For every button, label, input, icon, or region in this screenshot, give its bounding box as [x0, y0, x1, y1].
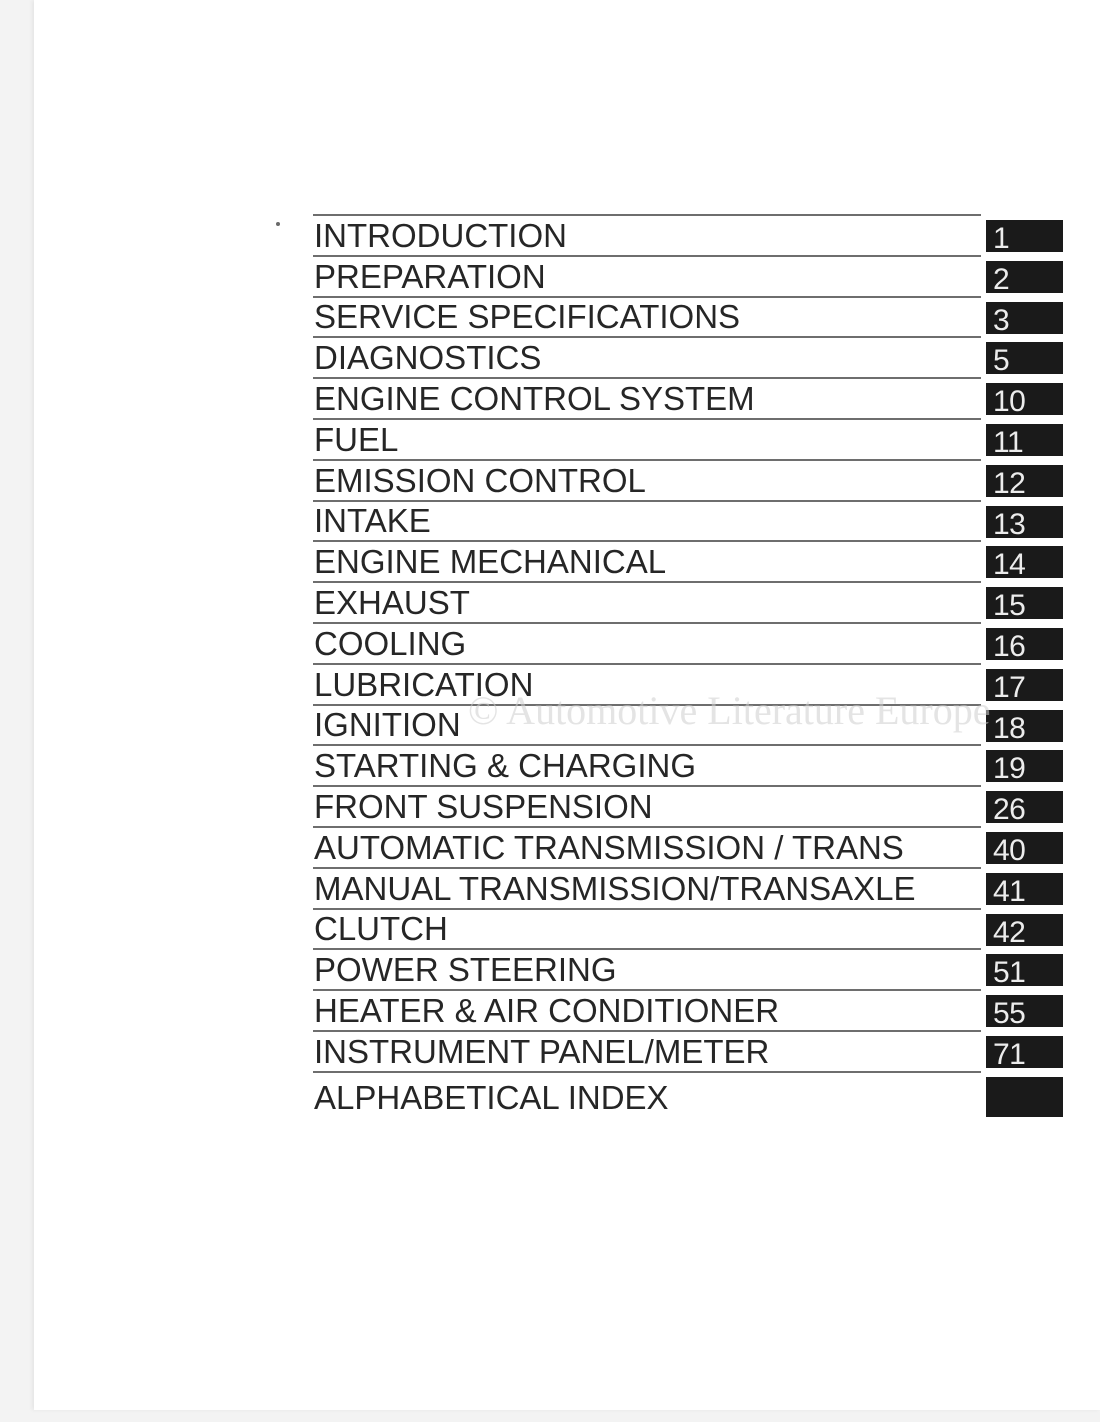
section-tab[interactable] [986, 424, 1063, 459]
toc-title-cell [313, 540, 981, 581]
section-number: 11 [993, 425, 1024, 459]
section-tab[interactable] [986, 465, 1063, 500]
section-tab[interactable] [986, 914, 1063, 949]
section-number: 42 [993, 915, 1026, 949]
section-title: EMISSION CONTROL [314, 461, 646, 499]
section-number: 3 [993, 303, 1010, 337]
toc-title-cell [313, 744, 981, 785]
section-number: 2 [993, 262, 1010, 296]
section-number: 26 [993, 793, 1026, 827]
toc-title-cell [313, 581, 981, 622]
toc-row[interactable] [311, 296, 1063, 337]
section-title: AUTOMATIC TRANSMISSION / TRANS [314, 828, 904, 866]
toc-title-cell [313, 214, 981, 255]
section-title: FRONT SUSPENSION [314, 787, 653, 825]
toc-row[interactable] [311, 744, 1063, 785]
section-tab[interactable] [986, 750, 1063, 786]
section-number: 1 [993, 222, 1010, 255]
toc-title-cell [313, 418, 981, 459]
section-number: 5 [993, 344, 1010, 378]
section-tab[interactable] [986, 546, 1063, 582]
section-number: 40 [993, 833, 1026, 867]
toc-row[interactable] [311, 1030, 1063, 1071]
section-tab[interactable] [986, 669, 1063, 704]
section-title: INSTRUMENT PANEL/METER [314, 1032, 770, 1070]
section-title: ENGINE CONTROL SYSTEM [314, 379, 755, 417]
section-title: PREPARATION [314, 257, 546, 295]
section-title: MANUAL TRANSMISSION/TRANSAXLE [314, 869, 916, 907]
toc-row[interactable] [311, 377, 1063, 418]
section-number: 71 [993, 1037, 1026, 1071]
section-title: SERVICE SPECIFICATIONS [314, 298, 741, 336]
toc-title-cell [313, 663, 981, 704]
toc-title-cell [313, 622, 981, 663]
toc-title-cell [313, 459, 981, 500]
section-number: 12 [993, 466, 1026, 500]
toc-title-cell [313, 377, 981, 418]
section-tab[interactable] [986, 302, 1063, 337]
watermark: © Automotive Literature Europe [468, 688, 991, 733]
page-speck [276, 222, 280, 226]
section-number: 14 [993, 548, 1026, 582]
section-number: 16 [993, 629, 1026, 663]
section-tab[interactable] [986, 710, 1063, 745]
section-number: 17 [993, 670, 1026, 704]
toc-row[interactable] [311, 255, 1063, 296]
toc-row[interactable] [311, 540, 1063, 581]
section-title: ENGINE MECHANICAL [314, 543, 667, 581]
section-tab[interactable] [986, 342, 1063, 378]
toc-row[interactable] [311, 704, 1063, 745]
section-number: 15 [993, 589, 1026, 623]
section-title: DIAGNOSTICS [314, 339, 542, 377]
toc-title-cell [313, 785, 981, 826]
section-number: 51 [993, 956, 1026, 990]
section-title: IGNITION [314, 706, 461, 744]
toc-title-cell [313, 500, 981, 541]
section-title: COOLING [314, 624, 467, 662]
section-tab[interactable] [986, 587, 1063, 623]
toc-title-cell [313, 255, 981, 296]
section-title: STARTING & CHARGING [314, 747, 696, 785]
toc-row[interactable] [311, 908, 1063, 949]
section-title: ALPHABETICAL INDEX [314, 1078, 669, 1116]
section-tab[interactable] [986, 873, 1063, 908]
toc-title-cell [313, 704, 981, 745]
toc-title-cell [313, 1030, 981, 1071]
toc-row[interactable] [311, 500, 1063, 541]
toc-row[interactable] [311, 336, 1063, 377]
section-tab[interactable] [986, 995, 1063, 1031]
section-title: FUEL [314, 420, 399, 458]
section-title: LUBRICATION [314, 665, 534, 703]
toc-row[interactable] [311, 581, 1063, 622]
section-number: 18 [993, 711, 1026, 745]
section-title: EXHAUST [314, 583, 470, 621]
toc-title-cell [313, 989, 981, 1030]
toc-title-cell [313, 1071, 981, 1117]
section-tab[interactable] [986, 383, 1063, 419]
section-tab[interactable] [986, 954, 1063, 990]
section-number: 55 [993, 997, 1026, 1031]
toc-row[interactable] [311, 663, 1063, 704]
toc-title-cell [313, 296, 981, 337]
section-title: POWER STEERING [314, 951, 617, 989]
toc-row[interactable] [311, 214, 1063, 255]
section-title: HEATER & AIR CONDITIONER [314, 991, 780, 1029]
toc-row[interactable] [311, 622, 1063, 663]
section-title: INTAKE [314, 502, 431, 540]
toc-title-cell [313, 948, 981, 989]
section-number: 19 [993, 752, 1026, 786]
toc-row[interactable] [311, 826, 1063, 867]
toc-row[interactable] [311, 418, 1063, 459]
section-tab[interactable] [986, 506, 1063, 541]
toc-title-cell [313, 867, 981, 908]
toc-row[interactable] [311, 948, 1063, 989]
section-number: 41 [993, 874, 1026, 908]
section-number: 10 [993, 385, 1026, 419]
section-tab[interactable] [986, 628, 1063, 663]
section-tab[interactable] [986, 791, 1063, 827]
toc-row[interactable] [311, 867, 1063, 908]
section-title: CLUTCH [314, 910, 448, 948]
toc-row[interactable] [311, 785, 1063, 826]
section-tab[interactable] [986, 1077, 1063, 1117]
toc-title-cell [313, 336, 981, 377]
toc-row[interactable] [311, 459, 1063, 500]
toc-title-cell [313, 908, 981, 949]
toc-row[interactable] [311, 989, 1063, 1030]
section-tab[interactable] [986, 832, 1063, 867]
section-title: INTRODUCTION [314, 216, 567, 254]
table-of-contents [311, 214, 1063, 1116]
section-tab[interactable] [986, 220, 1063, 255]
section-tab[interactable] [986, 1036, 1063, 1071]
section-number: 13 [993, 507, 1026, 541]
section-tab[interactable] [986, 261, 1063, 296]
toc-title-cell [313, 826, 981, 867]
toc-row[interactable] [311, 1071, 1063, 1116]
